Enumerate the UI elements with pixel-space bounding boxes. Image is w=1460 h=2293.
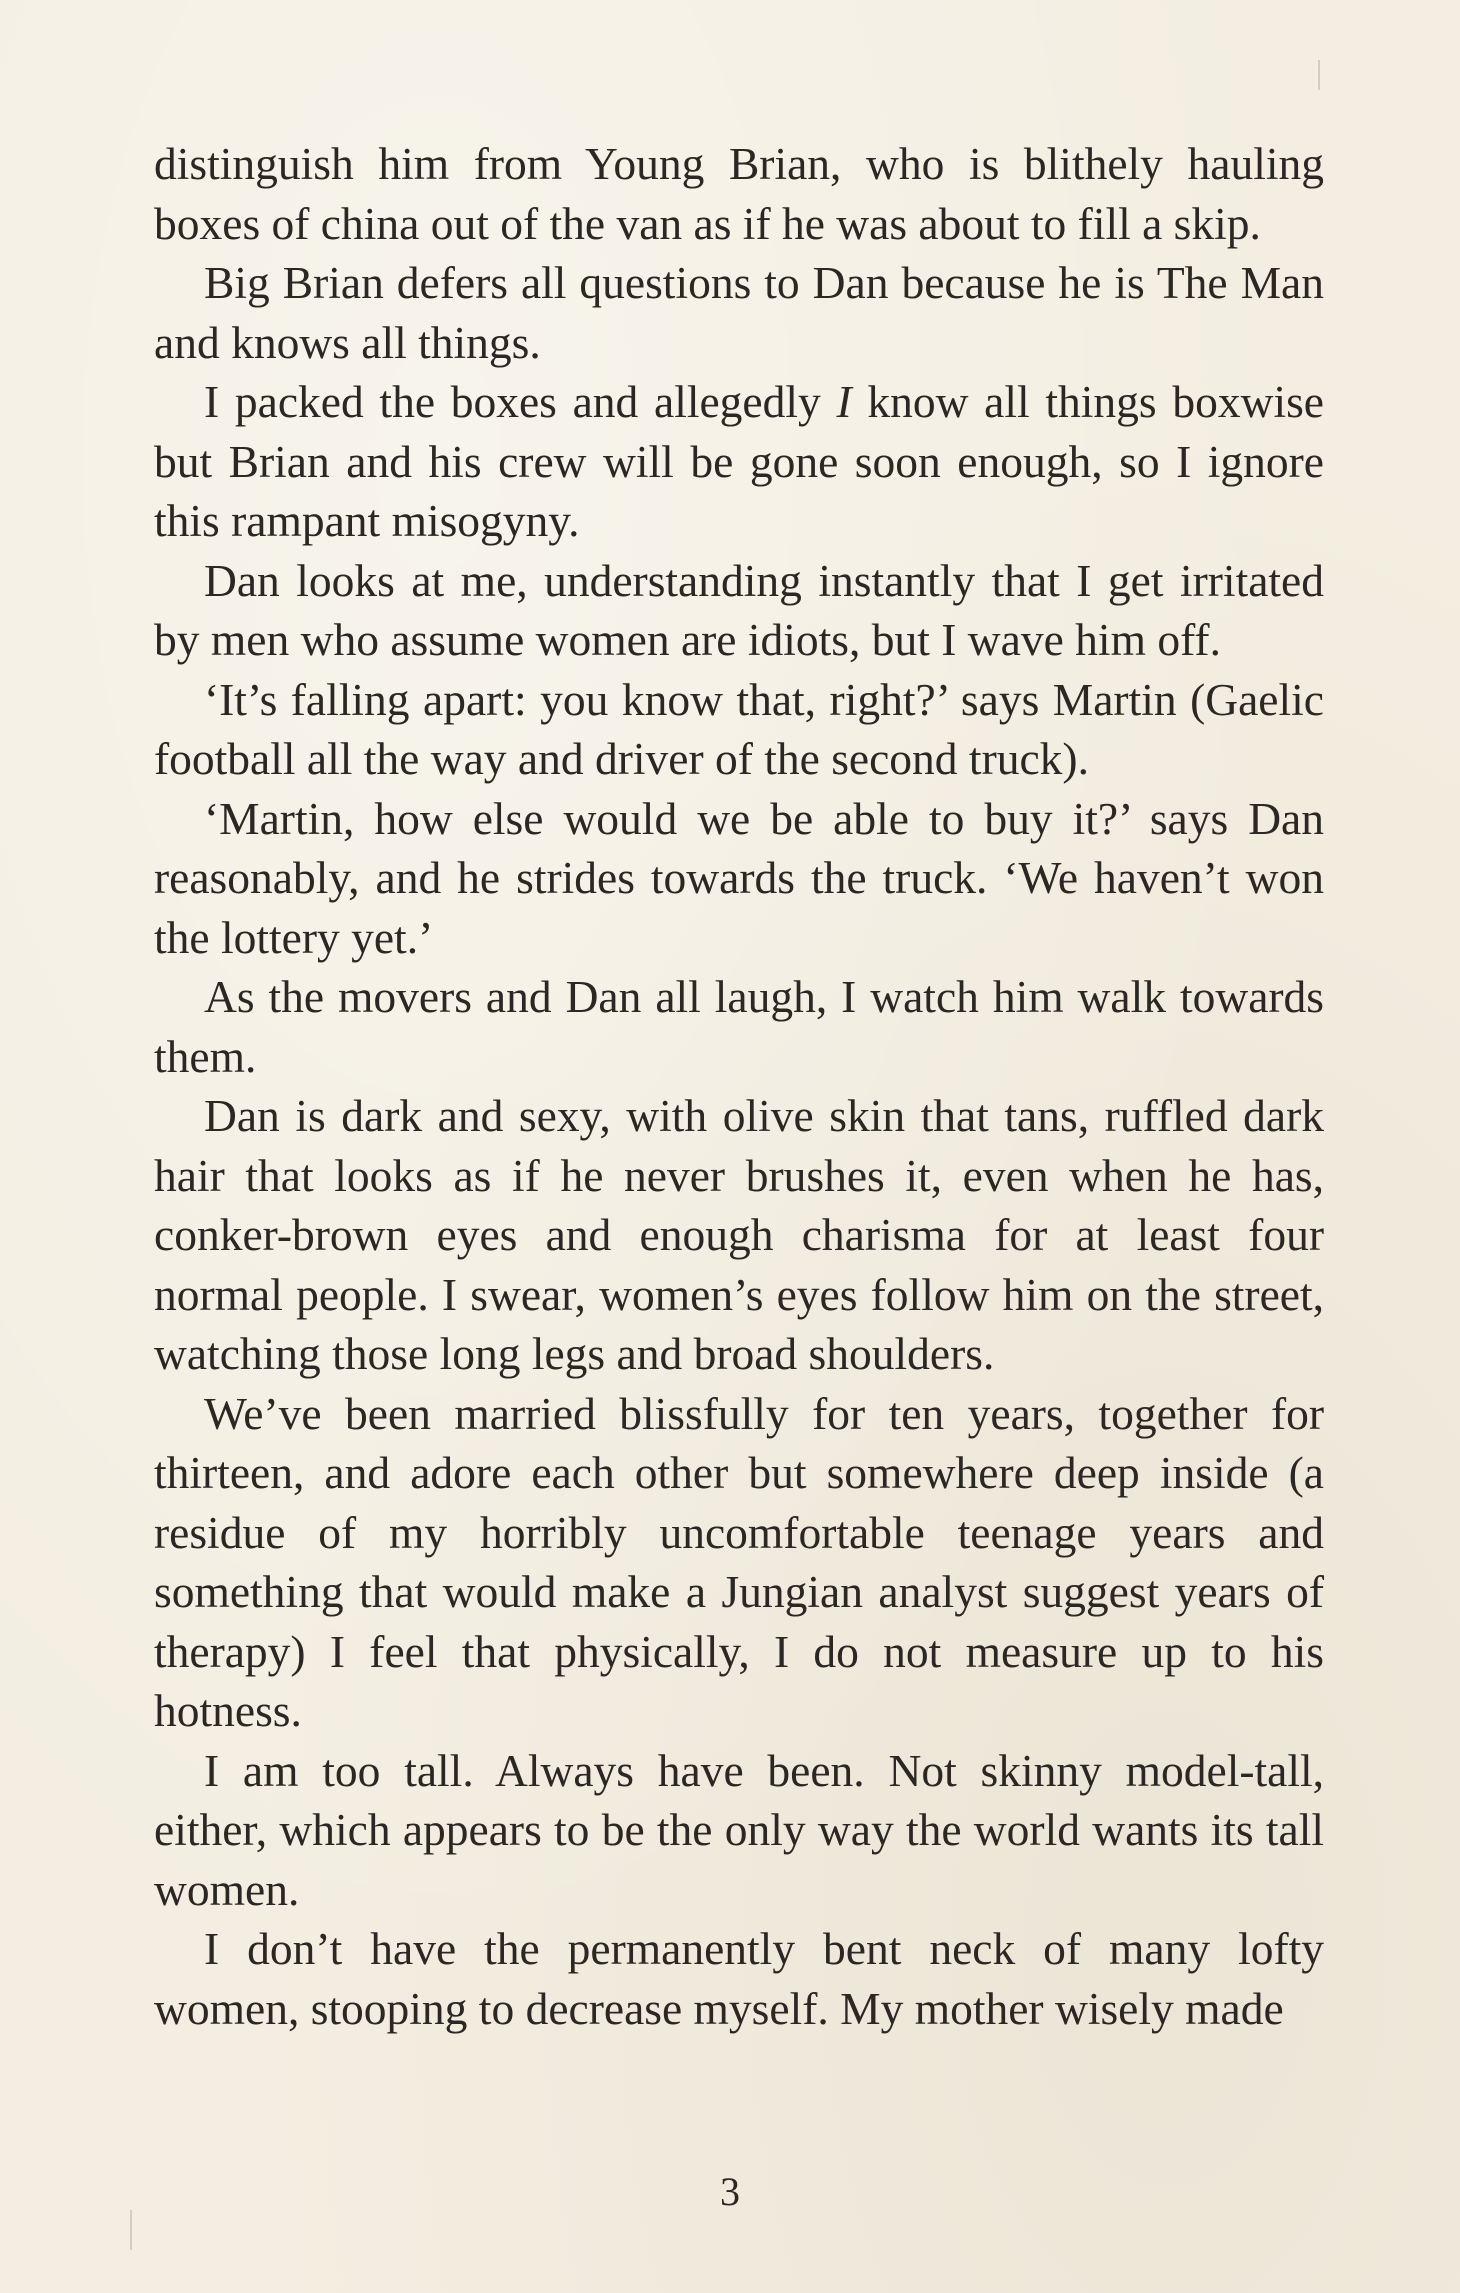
paragraph: ‘It’s falling apart: you know that, right?’ says Martin (Gaelic football all the way and driver of the second truck). xyxy=(154,673,1324,784)
paragraph: Dan looks at me, understanding instantly that I get irritated by men who assume women are idiots, but I wave him off. xyxy=(154,554,1324,665)
paragraph: I don’t have the permanently bent neck of many lofty women, stooping to decrease myself. My mother wisely made xyxy=(154,1923,1324,2034)
page-number: 3 xyxy=(720,2169,740,2214)
scan-speck xyxy=(130,2210,132,2250)
paragraph: As the movers and Dan all laugh, I watch him walk towards them. xyxy=(154,971,1324,1082)
paragraph: I packed the boxes and allegedly I know all things boxwise but Brian and his crew will be gone soon enough, so I ignore this rampant misogyny. xyxy=(154,376,1324,546)
paragraph: We’ve been married blissfully for ten years, together for thirteen, and adore each other but somewhere deep inside (a residue of my horribly uncomfortable teenage years and something that would make a Jungian analyst suggest years of therapy) I feel that physically, I do not measure up to his hotness. xyxy=(154,1387,1324,1736)
paragraph: ‘Martin, how else would we be able to buy it?’ says Dan reasonably, and he strides towards the truck. ‘We haven’t won the lottery yet.’ xyxy=(154,792,1324,963)
paragraph: distinguish him from Young Brian, who is blithely hauling boxes of china out of the van as if he was about to fill a skip. xyxy=(154,138,1324,249)
body-text xyxy=(154,134,1324,2038)
scan-speck xyxy=(1318,60,1320,90)
paragraph: Dan is dark and sexy, with olive skin that tans, ruffled dark hair that looks as if he never brushes it, even when he has, conker-brown eyes and enough charisma for at least four normal people. I swear, women’s eyes follow him on the street, watching those long legs and broad shoulders. xyxy=(154,1090,1324,1379)
paragraph: I am too tall. Always have been. Not skinny model-tall, either, which appears to be the only way the world wants its tall women. xyxy=(154,1744,1324,1915)
paragraph: Big Brian defers all questions to Dan because he is The Man and knows all things. xyxy=(154,257,1324,368)
